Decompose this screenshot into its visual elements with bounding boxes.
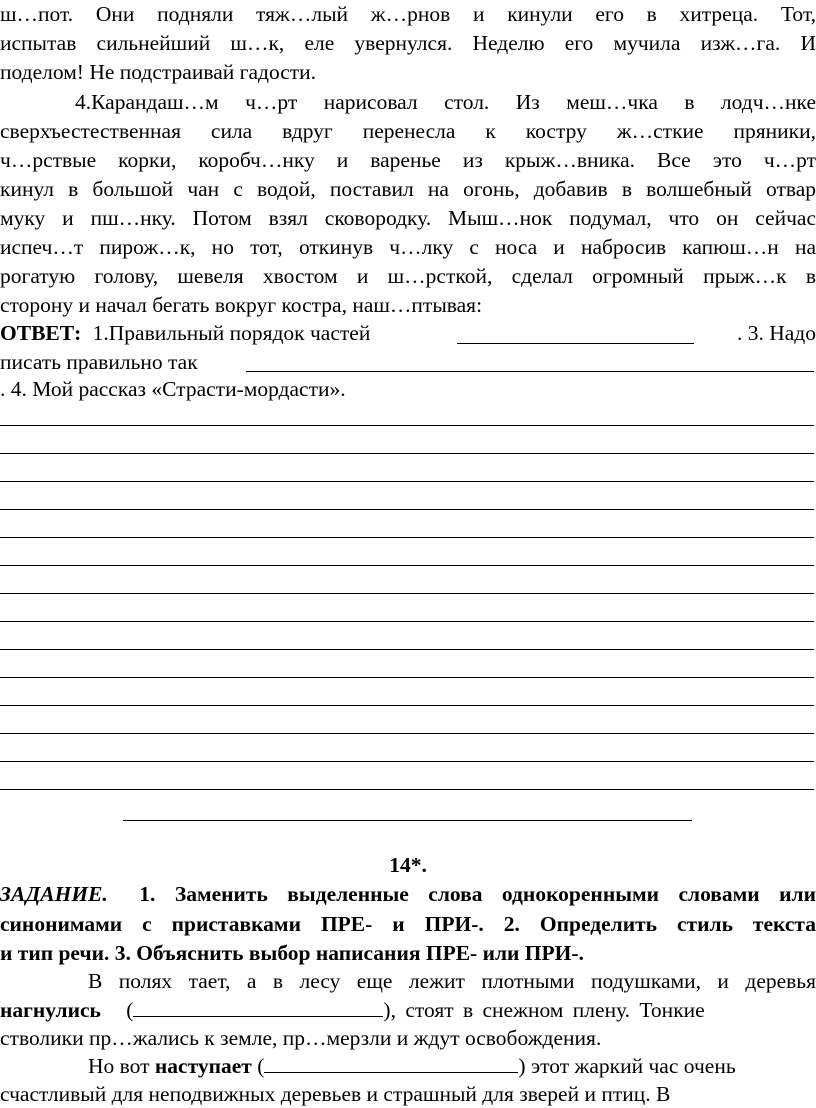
text-line: сверхъестественная сила вдруг перенесла к костру ж…сткие пряники, [0, 119, 816, 143]
task-label: ЗАДАНИЕ. [0, 882, 108, 906]
text-line: ш…пот. Они подняли тяж…лый ж…рнов и кинули его в хитреца. Тот, [0, 2, 816, 26]
answer-spelling-blank[interactable] [246, 371, 814, 372]
text-line: испытав сильнейший ш…к, еле увернулся. Неделю его мучила изж…га. И [0, 31, 816, 55]
text-line: В полях тает, а в лесу еще лежит плотными подушками, и деревья [88, 969, 816, 993]
task-line-2: синонимами с приставками ПРЕ- и ПРИ-. 2. Определить стиль текста [0, 912, 816, 936]
writing-line[interactable] [0, 677, 814, 678]
writing-line[interactable] [0, 789, 814, 790]
writing-line[interactable] [0, 733, 814, 734]
task-text: 1. Заменить выделенные слова однокоренными словами или [139, 882, 816, 906]
text-line [0, 996, 816, 1024]
paren: ( [126, 998, 134, 1022]
text-span: Но вот [88, 1054, 150, 1078]
writing-line[interactable] [0, 481, 814, 482]
text-line [88, 1052, 816, 1080]
answer-line-2: писать правильно так [0, 350, 198, 374]
writing-line[interactable] [0, 565, 814, 566]
bold-word: наступает [154, 1054, 252, 1078]
answer-line-3: . 4. Мой рассказ «Страсти-мордасти». [0, 377, 346, 401]
answer-label: ОТВЕТ: [0, 321, 82, 345]
text-line: 4.Карандаш…м ч…рт нарисовал стол. Из меш…чка в лодч…нке [75, 90, 816, 114]
text-line: рогатую голову, шевеля хвостом и ш…рсткой, сделал огромный прыж…к в [0, 264, 816, 288]
writing-line[interactable] [0, 453, 814, 454]
replacement-blank[interactable] [264, 1052, 518, 1073]
task-line-3: и тип речи. 3. Объяснить выбор написания ПРЕ- или ПРИ-. [0, 941, 584, 965]
text-line: стволики пр…жались к земле, пр…мерзли и ждут освобождения. [0, 1026, 602, 1050]
answer-order-prompt: 1.Правильный порядок частей [92, 321, 371, 345]
answer-tail: . 3. Надо [736, 321, 816, 345]
paren: ( [257, 1054, 265, 1078]
writing-line[interactable] [0, 425, 814, 426]
bold-word: нагнулись [0, 998, 101, 1022]
writing-line[interactable] [0, 621, 814, 622]
writing-line[interactable] [0, 537, 814, 538]
answer-order-blank[interactable] [457, 343, 694, 344]
text-line: счастливый для неподвижных деревьев и страшный для зверей и птиц. В [0, 1082, 671, 1106]
text-span: ) этот жаркий час очень [518, 1054, 736, 1078]
writing-line[interactable] [0, 761, 814, 762]
text-line: кинул в большой чан с водой, поставил на огонь, добавив в волшебный отвар [0, 177, 816, 201]
writing-line[interactable] [0, 593, 814, 594]
text-line: сторону и начал бегать вокруг костра, наш…птывая: [0, 293, 483, 317]
text-line: поделом! Не подстраивай гадости. [0, 60, 317, 84]
task-line-1 [0, 880, 816, 908]
text-line: испеч…т пирож…к, но тот, откинув ч…лку с носа и набросив капюш…н на [0, 235, 816, 259]
writing-line[interactable] [0, 509, 814, 510]
text-span: ), стоят в снежном плену. Тонкие [383, 998, 705, 1022]
writing-line-short[interactable] [123, 820, 692, 821]
section-number: 14*. [389, 853, 427, 877]
writing-line[interactable] [0, 705, 814, 706]
writing-line[interactable] [0, 649, 814, 650]
replacement-blank[interactable] [133, 996, 383, 1017]
text-line: ч…рствые корки, коробч…нку и варенье из крыж…вника. Все это ч…рт [0, 148, 816, 172]
text-line: муку и пш…нку. Потом взял сковородку. Мыш…нок подумал, что он сейчас [0, 206, 816, 230]
